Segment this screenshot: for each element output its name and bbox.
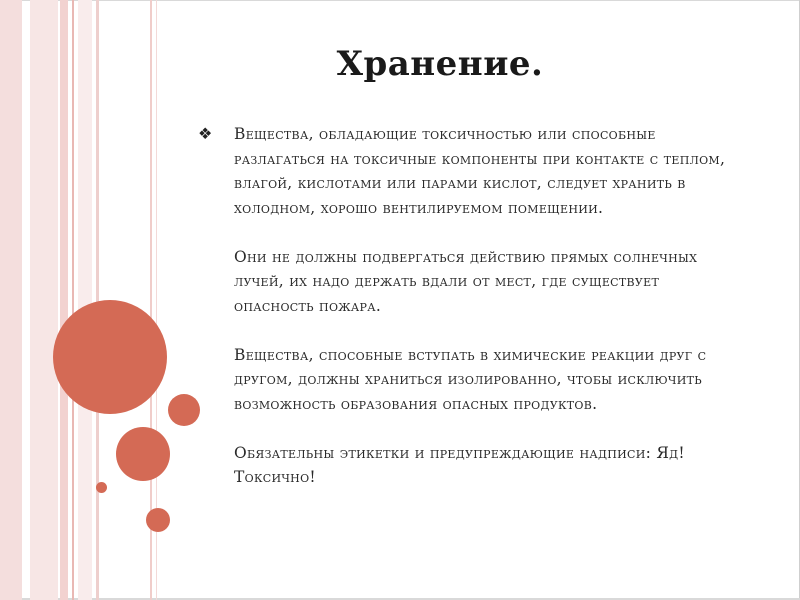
decor-stripe [72, 0, 74, 600]
body-paragraph: Вещества, обладающие токсичностью или способные разлагаться на токсичные компоненты при контакте с теплом, влагой, кислотами или парами кислот, следует хранить в холодном, хорошо вентилируемом помещении. [234, 125, 726, 217]
body-paragraph: Обязательны этикетки и предупреждающие надписи: Яд! Токсично! [234, 443, 685, 486]
decor-stripe [30, 0, 58, 600]
diamond-bullet-icon: ❖ [198, 124, 213, 143]
body-paragraph: Вещества, способные вступать в химические реакции друг с другом, должны храниться изолированно, чтобы исключить возможность образования опасных продуктов. [234, 345, 707, 413]
decor-stripe [60, 0, 68, 600]
slide-title: Хранение. [336, 44, 544, 84]
decor-stripe [0, 0, 22, 600]
decor-circle-medium [116, 427, 170, 481]
decor-stripe [78, 0, 92, 600]
decor-circle-tiny [96, 482, 107, 493]
decor-circle-large [53, 300, 167, 414]
decor-circle-small [168, 394, 200, 426]
top-edge [0, 0, 800, 1]
slide-body [234, 122, 744, 514]
body-paragraph: Они не должны подвергаться действию прямых солнечных лучей, их надо держать вдали от мест, где существует опасность пожара. [234, 247, 698, 315]
decor-circle-small [146, 508, 170, 532]
